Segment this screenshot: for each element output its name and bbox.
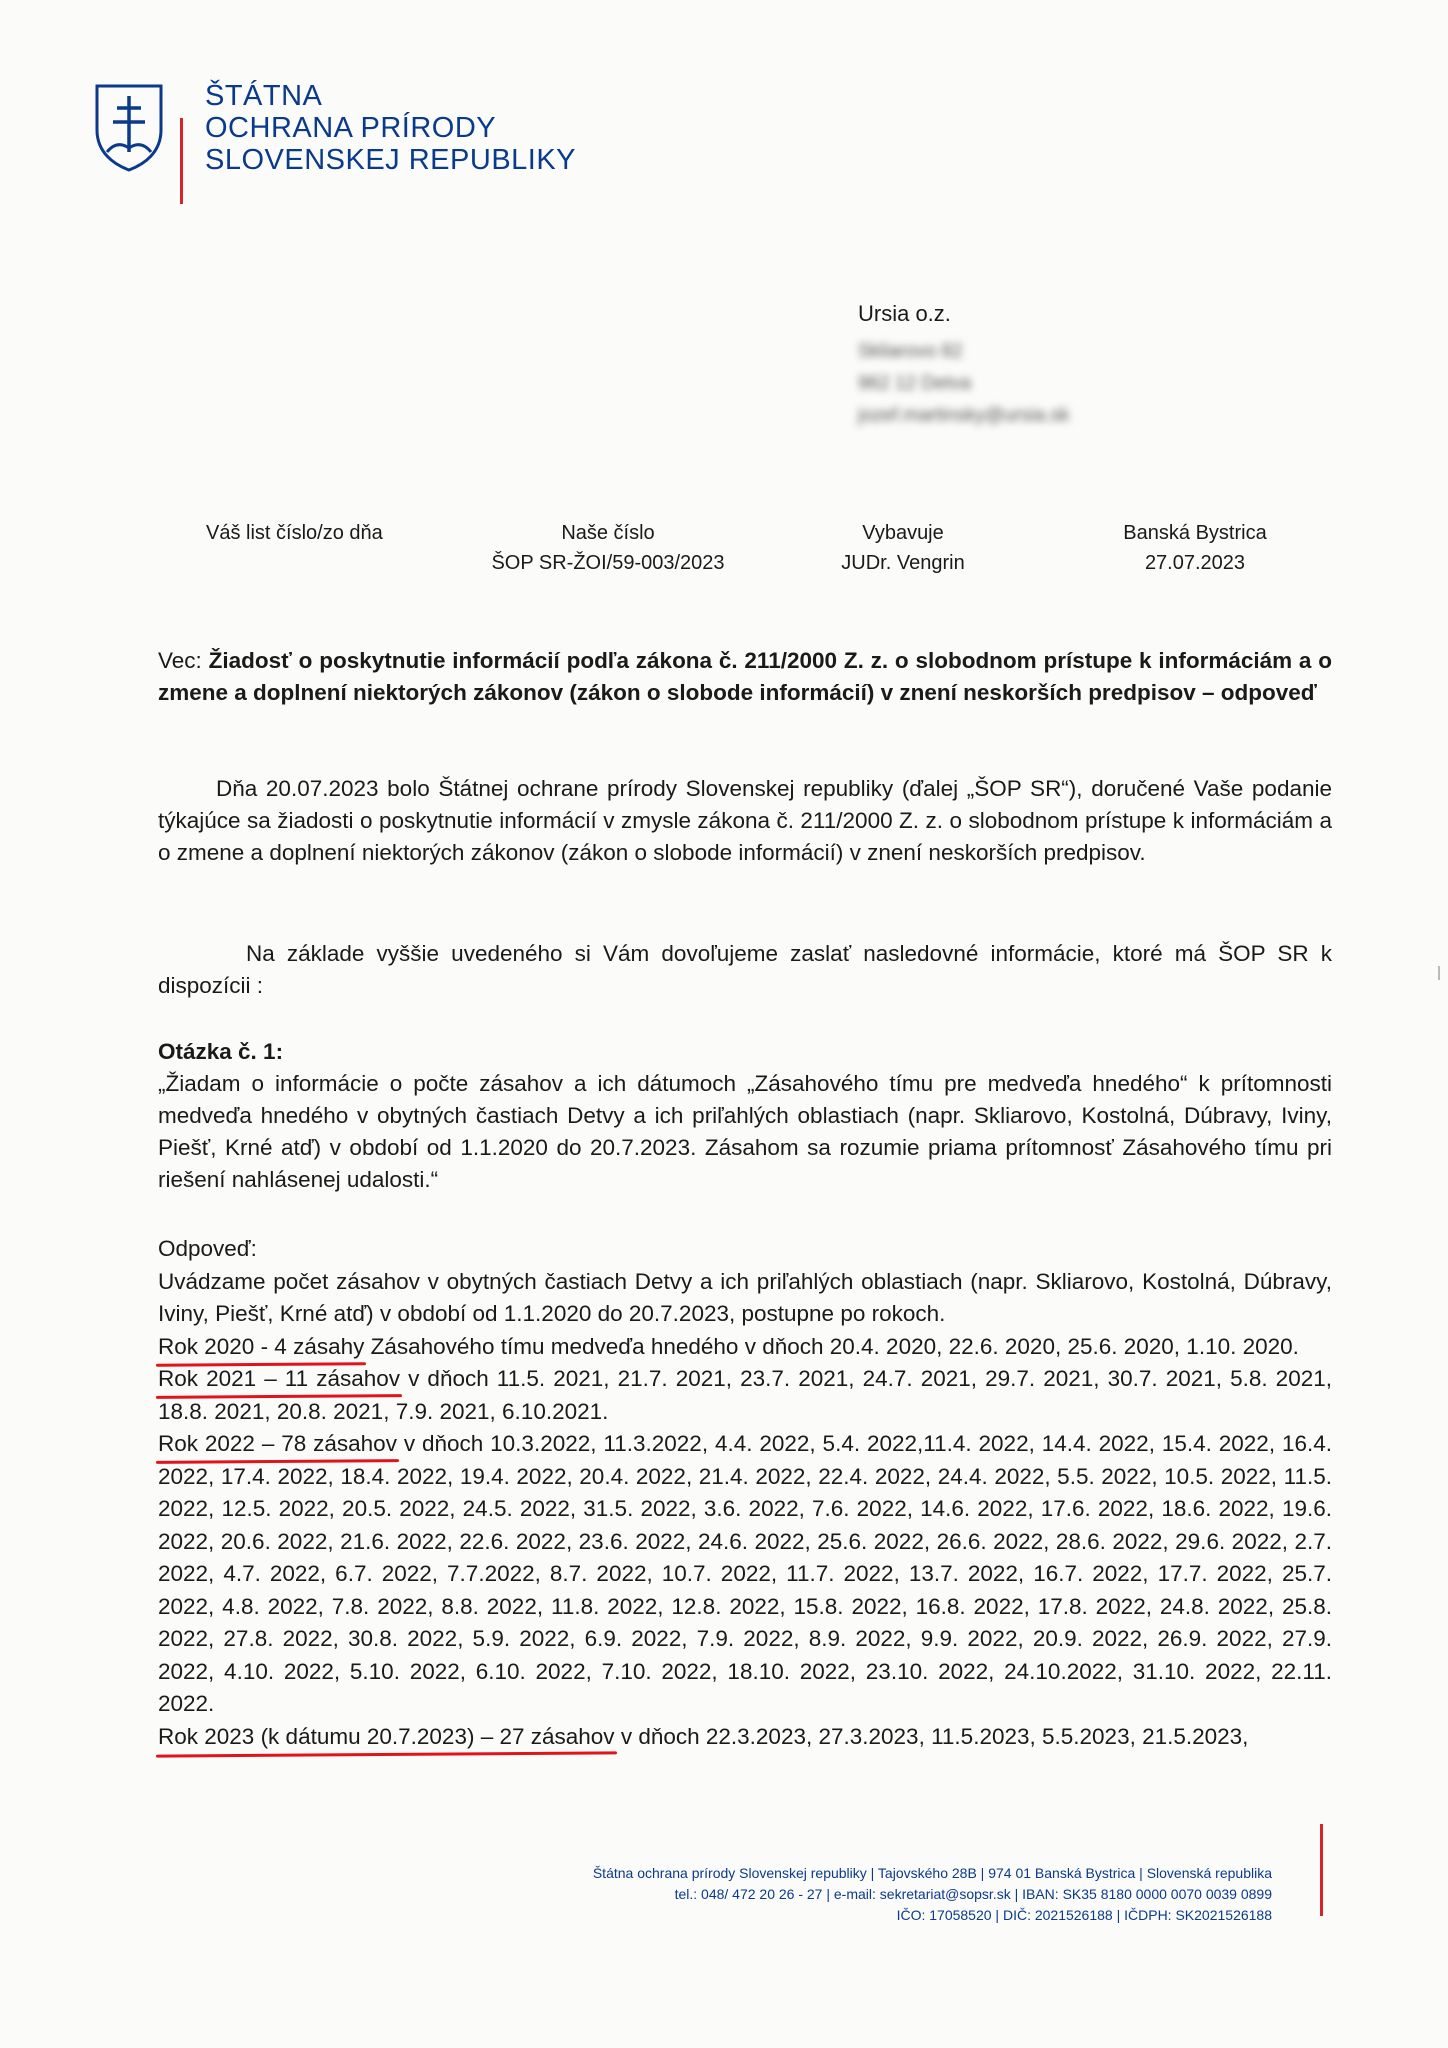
recipient-address xyxy=(858,296,1069,432)
footer-contacts: tel.: 048/ 472 20 26 - 27 | e-mail: sekretariat@sopsr.sk | IBAN: SK35 8180 0000 0070 0039 0899 xyxy=(674,1886,1272,1902)
recipient-email: jozef.martinsky@ursia.sk xyxy=(858,405,1070,426)
scan-edge-mark xyxy=(1438,966,1440,980)
year-dates-2021: v dňoch 11.5. 2021, 21.7. 2021, 23.7. 2021, 24.7. 2021, 29.7. 2021, 30.7. 2021, 5.8. 2021, 18.8. 2021, 20.8. 2021, 7.9. 2021, 6.10.2021. xyxy=(158,1366,1332,1424)
organization-name xyxy=(205,80,576,176)
state-emblem-logo xyxy=(93,82,165,174)
year-entry-2022 xyxy=(158,1428,1332,1721)
meta-your-letter xyxy=(206,518,383,548)
year-entry-2023 xyxy=(158,1721,1332,1754)
year-entry-2020 xyxy=(158,1331,1332,1364)
letterhead-footer xyxy=(480,1863,1272,1926)
meta-our-number-label: Naše číslo xyxy=(561,522,655,544)
meta-handled-by xyxy=(818,518,988,578)
org-line-2: OCHRANA PRÍRODY xyxy=(205,112,497,144)
year-label-2020: Rok 2020 - 4 zásahy xyxy=(158,1334,364,1359)
year-entry-2021 xyxy=(158,1363,1332,1428)
intro-paragraph xyxy=(158,773,1332,869)
question-text: „Žiadam o informácie o počte zásahov a ich dátumoch „Zásahového tímu pre medveďa hnedého“ k prítomnosti medveďa hnedého v obytných častiach Detvy a ich priľahlých oblastiach (napr. Skliarovo, Kostolná, Dúbravy, Iviny, Piešť, Krné atď) v období od 1.1.2020 do 20.7.2023. Zásahom sa rozumie priama prítomnosť Zásahového tímu pri riešení nahlásenej udalosti.“ xyxy=(158,1071,1332,1192)
subject-prefix: Vec: xyxy=(158,648,209,673)
year-label-2021: Rok 2021 – 11 zásahov xyxy=(158,1366,400,1391)
meta-your-letter-label: Váš list číslo/zo dňa xyxy=(206,522,383,544)
answer-section xyxy=(158,1233,1332,1753)
footer-address: Štátna ochrana prírody Slovenskej republiky | Tajovského 28B | 974 01 Banská Bystrica | Slovenská republika xyxy=(592,1865,1272,1881)
recipient-name: Ursia o.z. xyxy=(858,301,951,326)
meta-place-date xyxy=(1105,518,1285,578)
info-paragraph-text: Na základe vyššie uvedeného si Vám dovoľujeme zaslať nasledovné informácie, ktoré má ŠOP SR k dispozícii : xyxy=(158,941,1332,998)
meta-date: 27.07.2023 xyxy=(1144,552,1246,574)
org-line-3: SLOVENSKEJ REPUBLIKY xyxy=(205,144,577,176)
logo-divider xyxy=(180,118,183,204)
meta-handled-by-label: Vybavuje xyxy=(862,522,944,544)
question-section xyxy=(158,1036,1332,1196)
intro-paragraph-text: Dňa 20.07.2023 bolo Štátnej ochrane prírody Slovenskej republiky (ďalej „ŠOP SR“), doručené Vaše podanie týkajúce sa žiadosti o poskytnutie informácií v zmysle zákona č. 211/2000 Z. z. o slobodnom prístupe k informáciám a o zmene a doplnení niektorých zákonov (zákon o slobode informácií) v znení neskorších predpisov. xyxy=(158,776,1332,865)
subject-text: Žiadosť o poskytnutie informácií podľa zákona č. 211/2000 Z. z. o slobodnom prístupe k informáciám a o zmene a doplnení niektorých zákonov (zákon o slobode informácií) v znení neskorších predpisov – odpoveď xyxy=(158,648,1332,705)
info-paragraph xyxy=(158,938,1332,1002)
red-underline xyxy=(156,1751,617,1757)
question-heading: Otázka č. 1: xyxy=(158,1039,284,1064)
year-dates-2023: v dňoch 22.3.2023, 27.3.2023, 11.5.2023, 5.5.2023, 21.5.2023, xyxy=(614,1723,1249,1749)
meta-place: Banská Bystrica xyxy=(1123,522,1267,544)
meta-our-number xyxy=(478,518,738,578)
answer-heading: Odpoveď: xyxy=(158,1236,257,1261)
recipient-street: Skliarovo 82 xyxy=(858,341,963,362)
meta-our-number-value: ŠOP SR-ŽOI/59-003/2023 xyxy=(491,552,725,574)
year-dates-2020: Zásahového tímu medveďa hnedého v dňoch 20.4. 2020, 22.6. 2020, 25.6. 2020, 1.10. 2020. xyxy=(364,1333,1299,1359)
year-label-2022: Rok 2022 – 78 zásahov xyxy=(158,1431,397,1456)
footer-divider xyxy=(1320,1824,1323,1916)
recipient-city: 962 12 Detva xyxy=(858,373,972,394)
meta-handled-by-value: JUDr. Vengrin xyxy=(841,552,965,574)
org-line-1: ŠTÁTNA xyxy=(205,80,323,112)
answer-intro: Uvádzame počet zásahov v obytných častiach Detvy a ich priľahlých oblastiach (napr. Skliarovo, Kostolná, Dúbravy, Iviny, Piešť, Krné atď) v období od 1.1.2020 do 20.7.2023, postupne po rokoch. xyxy=(158,1268,1332,1326)
footer-ids: IČO: 17058520 | DIČ: 2021526188 | IČDPH: SK2021526188 xyxy=(896,1907,1272,1923)
year-label-2023: Rok 2023 (k dátumu 20.7.2023) – 27 zásahov xyxy=(158,1724,615,1749)
year-dates-2022: v dňoch 10.3.2022, 11.3.2022, 4.4. 2022, 5.4. 2022,11.4. 2022, 14.4. 2022, 15.4. 2022, 16.4. 2022, 17.4. 2022, 18.4. 2022, 19.4. 2022, 20.4. 2022, 21.4. 2022, 22.4. 2022, 24.4. 2022, 5.5. 2022, 10.5. 2022, 11.5. 2022, 12.5. 2022, 20.5. 2022, 24.5. 2022, 31.5. 2022, 3.6. 2022, 7.6. 2022, 14.6. 2022, 17.6. 2022, 18.6. 2022, 19.6. 2022, 20.6. 2022, 21.6. 2022, 22.6. 2022, 23.6. 2022, 24.6. 2022, 25.6. 2022, 26.6. 2022, 28.6. 2022, 29.6. 2022, 2.7. 2022, 4.7. 2022, 6.7. 2022, 7.7.2022, 8.7. 2022, 10.7. 2022, 11.7. 2022, 13.7. 2022, 16.7. 2022, 17.7. 2022, 25.7. 2022, 4.8. 2022, 7.8. 2022, 8.8. 2022, 11.8. 2022, 12.8. 2022, 15.8. 2022, 16.8. 2022, 17.8. 2022, 24.8. 2022, 25.8. 2022, 27.8. 2022, 30.8. 2022, 5.9. 2022, 6.9. 2022, 7.9. 2022, 8.9. 2022, 9.9. 2022, 20.9. 2022, 26.9. 2022, 27.9. 2022, 4.10. 2022, 5.10. 2022, 6.10. 2022, 7.10. 2022, 18.10. 2022, 23.10. 2022, 24.10.2022, 31.10. 2022, 22.11. 2022. xyxy=(158,1431,1332,1716)
letter-subject xyxy=(158,645,1332,709)
